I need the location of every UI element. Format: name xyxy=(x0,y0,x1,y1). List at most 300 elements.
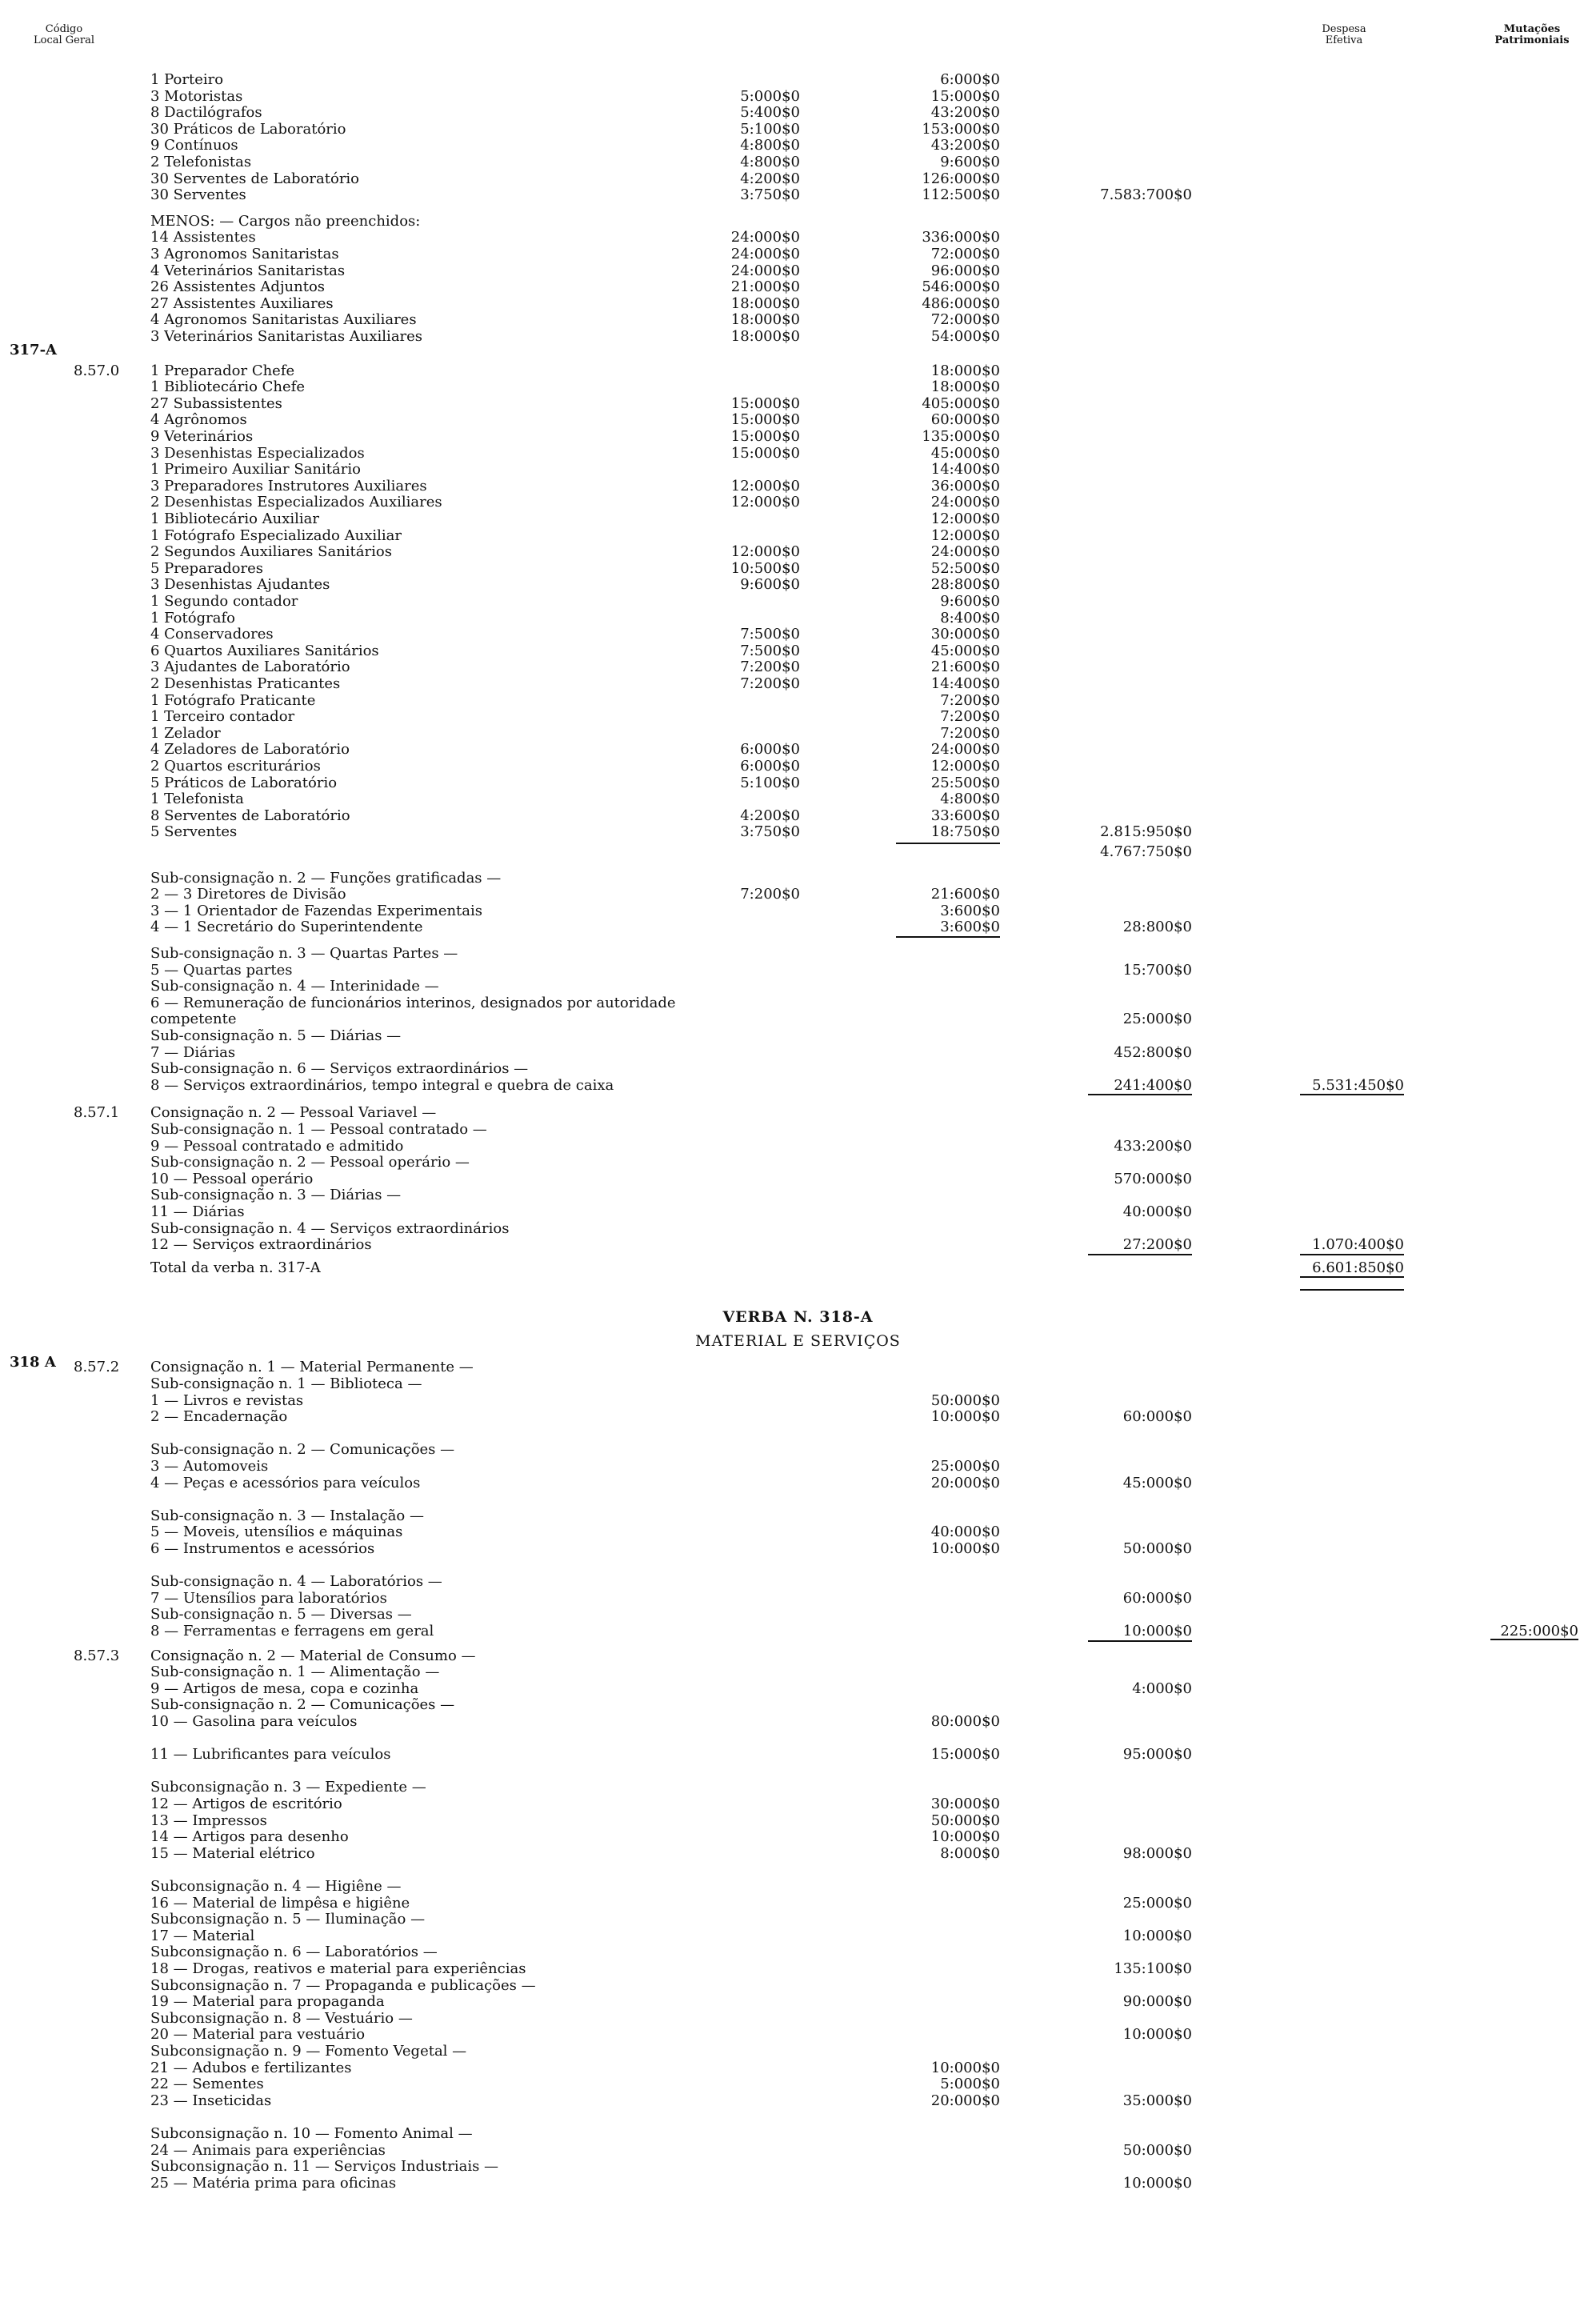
row-label: 1 Segundo contador xyxy=(150,593,298,610)
row-label: 18 — Drogas, reativos e material para experiências xyxy=(150,1960,526,1977)
table-row xyxy=(0,844,1596,860)
partial-value: 6:000$0 xyxy=(940,71,1000,88)
row-label: 9 — Artigos de mesa, copa e cozinha xyxy=(150,1679,419,1697)
table-row xyxy=(0,462,1596,478)
table-row xyxy=(0,1045,1596,1061)
row-label: 1 Porteiro xyxy=(150,71,224,88)
row-label: Subconsignação n. 4 — Higiêne — xyxy=(150,1878,402,1895)
row-label: 5 — Quartas partes xyxy=(150,961,293,979)
table-row xyxy=(0,2093,1596,2109)
table-row xyxy=(0,2126,1596,2142)
partial-value: 12:000$0 xyxy=(930,758,1000,775)
table-row xyxy=(0,791,1596,807)
header-mutacoes xyxy=(1480,24,1584,46)
partial-value: 7:200$0 xyxy=(940,724,1000,742)
row-label: 8 Dactilógrafos xyxy=(150,104,262,122)
partial-value: 7:200$0 xyxy=(940,691,1000,709)
table-row xyxy=(0,979,1596,995)
table-row xyxy=(0,478,1596,494)
row-label: 15 — Material elétrico xyxy=(150,1844,315,1862)
partial-value: 72:000$0 xyxy=(930,246,1000,262)
unit-value: 5:100$0 xyxy=(740,120,800,138)
row-label: 2 — 3 Diretores de Divisão xyxy=(150,886,346,903)
row-label: 30 Práticos de Laboratório xyxy=(150,120,346,138)
partial-value: 14:400$0 xyxy=(930,461,1000,478)
table-row xyxy=(0,2143,1596,2159)
table-row xyxy=(0,154,1596,170)
row-label: 12 — Serviços extraordinários xyxy=(150,1236,372,1254)
partial-value: 45:000$0 xyxy=(930,642,1000,659)
table-row xyxy=(0,919,1596,935)
table-row xyxy=(0,2044,1596,2060)
row-label: 3 — Automoveis xyxy=(150,1458,269,1475)
partial-value: 30:000$0 xyxy=(930,1796,1000,1812)
row-label: 27 Subassistentes xyxy=(150,394,282,412)
row-label: Sub-consignação n. 2 — Funções gratificadas — xyxy=(150,869,502,887)
table-row xyxy=(0,824,1596,840)
row-label: Subconsignação n. 8 — Vestuário — xyxy=(150,2009,413,2027)
unit-value: 15:000$0 xyxy=(730,444,800,462)
table-row xyxy=(0,1731,1596,1747)
row-label: 1 Fotógrafo xyxy=(150,609,235,627)
partial-value: 24:000$0 xyxy=(930,741,1000,759)
unit-value: 12:000$0 xyxy=(730,494,800,511)
table-row xyxy=(0,1714,1596,1730)
partial-value: 50:000$0 xyxy=(930,1391,1000,1409)
unit-value: 21:000$0 xyxy=(730,278,800,296)
table-row xyxy=(0,1459,1596,1475)
row-label: 4 — 1 Secretário do Superintendente xyxy=(150,919,423,936)
table-row xyxy=(0,1105,1596,1121)
table-row xyxy=(0,726,1596,742)
table-row xyxy=(0,214,1596,230)
partial-value: 60:000$0 xyxy=(930,411,1000,429)
table-row xyxy=(0,379,1596,395)
table-row xyxy=(0,1426,1596,1442)
partial-value: 43:200$0 xyxy=(930,104,1000,122)
unit-value: 4:800$0 xyxy=(740,154,800,170)
table-row xyxy=(0,2027,1596,2043)
partial-value: 10:000$0 xyxy=(930,1828,1000,1846)
subtotal-value: 28:800$0 xyxy=(1122,919,1192,936)
table-row xyxy=(0,89,1596,105)
row-label: 4 Conservadores xyxy=(150,626,274,643)
partial-value: 52:500$0 xyxy=(930,559,1000,577)
table-row xyxy=(0,946,1596,962)
row-label: 6 Quartos Auxiliares Sanitários xyxy=(150,642,379,659)
partial-value: 8:400$0 xyxy=(940,609,1000,627)
verba-title: VERBA N. 318-A xyxy=(722,1308,874,1327)
partial-value: 8:000$0 xyxy=(940,1844,1000,1862)
total-rule xyxy=(1088,1094,1192,1095)
unit-value: 5:000$0 xyxy=(740,87,800,105)
table-row xyxy=(0,1524,1596,1540)
table-row xyxy=(0,627,1596,643)
table-row xyxy=(0,871,1596,887)
table-row xyxy=(0,1896,1596,1912)
row-label: 9 Veterinários xyxy=(150,428,254,445)
section-code-row xyxy=(0,342,1596,358)
subtotal-value: 10:000$0 xyxy=(1122,1623,1192,1639)
row-label: Sub-consignação n. 1 — Pessoal contratado — xyxy=(150,1121,487,1138)
row-label: 4 Agrônomos xyxy=(150,411,247,429)
table-row xyxy=(0,995,1596,1011)
table-row xyxy=(0,1204,1596,1220)
table-row xyxy=(0,1376,1596,1392)
unit-value: 9:600$0 xyxy=(740,576,800,594)
row-label: 1 Terceiro contador xyxy=(150,708,295,726)
row-label: 2 Desenhistas Especializados Auxiliares xyxy=(150,494,442,511)
row-label: Subconsignação n. 10 — Fomento Animal — xyxy=(150,2125,473,2142)
partial-value: 33:600$0 xyxy=(930,807,1000,824)
subtotal-value: 4.767:750$0 xyxy=(1100,843,1192,860)
section-code: 8.57.0 xyxy=(74,362,120,379)
subtotal-value: 7.583:700$0 xyxy=(1100,186,1192,204)
table-row xyxy=(0,1813,1596,1829)
row-label: 26 Assistentes Adjuntos xyxy=(150,278,326,296)
unit-value: 12:000$0 xyxy=(730,543,800,561)
header-despesa-line1: Despesa xyxy=(1322,23,1366,35)
table-row xyxy=(0,611,1596,627)
table-row xyxy=(0,643,1596,659)
table-row xyxy=(0,693,1596,709)
partial-value: 28:800$0 xyxy=(930,576,1000,594)
row-label: 3 Agronomos Sanitaristas xyxy=(150,246,339,262)
row-label: Sub-consignação n. 2 — Comunicações — xyxy=(150,1696,455,1714)
table-row xyxy=(0,2159,1596,2175)
subtotal-value: 50:000$0 xyxy=(1122,2141,1192,2159)
row-label: Consignação n. 1 — Material Permanente — xyxy=(150,1359,474,1376)
row-label: 2 Telefonistas xyxy=(150,154,252,170)
row-label: 1 — Livros e revistas xyxy=(150,1391,304,1409)
unit-value: 4:800$0 xyxy=(740,137,800,154)
partial-value: 80:000$0 xyxy=(930,1713,1000,1730)
partial-value: 15:000$0 xyxy=(930,1746,1000,1764)
table-row xyxy=(0,1780,1596,1796)
section-code: 318 A xyxy=(10,1354,56,1371)
subtotal-value: 570:000$0 xyxy=(1114,1170,1192,1187)
row-label: 8 Serventes de Laboratório xyxy=(150,807,350,824)
partial-value: 112:500$0 xyxy=(922,186,1000,204)
table-row xyxy=(0,709,1596,725)
row-label: Subconsignação n. 7 — Propaganda e publicações — xyxy=(150,1976,536,1994)
partial-value: 336:000$0 xyxy=(922,229,1000,246)
table-row xyxy=(0,1928,1596,1944)
unit-value: 7:200$0 xyxy=(740,886,800,903)
table-row xyxy=(0,1591,1596,1607)
partial-value: 18:000$0 xyxy=(930,362,1000,379)
partial-value: 135:000$0 xyxy=(922,428,1000,445)
table-row xyxy=(0,2109,1596,2125)
row-label: 14 — Artigos para desenho xyxy=(150,1828,349,1846)
partial-value: 96:000$0 xyxy=(930,262,1000,279)
table-row xyxy=(0,171,1596,187)
table-row xyxy=(0,412,1596,428)
row-label: 5 Preparadores xyxy=(150,559,263,577)
partial-value: 9:600$0 xyxy=(940,154,1000,170)
row-label: 14 Assistentes xyxy=(150,229,256,246)
row-label: 21 — Adubos e fertilizantes xyxy=(150,2059,352,2076)
unit-value: 18:000$0 xyxy=(730,311,800,329)
row-label: Subconsignação n. 11 — Serviços Industriais — xyxy=(150,2158,499,2176)
unit-value: 7:500$0 xyxy=(740,626,800,643)
table-row xyxy=(0,742,1596,758)
table-row xyxy=(0,1764,1596,1780)
despesa-efetiva-value: 1.070:400$0 xyxy=(1312,1236,1404,1254)
row-label: Sub-consignação n. 4 — Serviços extraordinários xyxy=(150,1219,510,1237)
row-label: Subconsignação n. 5 — Iluminação — xyxy=(150,1911,426,1928)
table-row xyxy=(0,1558,1596,1574)
table-row xyxy=(0,594,1596,610)
unit-value: 7:500$0 xyxy=(740,642,800,659)
row-label: 3 Desenhistas Especializados xyxy=(150,444,365,462)
row-label: 2 Segundos Auxiliares Sanitários xyxy=(150,543,392,561)
partial-value: 43:200$0 xyxy=(930,137,1000,154)
row-label: 10 — Gasolina para veículos xyxy=(150,1713,358,1730)
row-label: 4 — Peças e acessórios para veículos xyxy=(150,1474,421,1491)
row-label: Consignação n. 2 — Pessoal Variavel — xyxy=(150,1104,437,1122)
unit-value: 4:200$0 xyxy=(740,170,800,187)
row-label: Sub-consignação n. 5 — Diversas — xyxy=(150,1606,412,1623)
total-rule xyxy=(1300,1254,1404,1255)
subtotal-value: 27:200$0 xyxy=(1122,1236,1192,1254)
table-row xyxy=(0,1409,1596,1425)
table-row xyxy=(0,808,1596,824)
unit-value: 7:200$0 xyxy=(740,659,800,676)
table-row xyxy=(0,122,1596,138)
subtotal-value: 25:000$0 xyxy=(1122,1894,1192,1912)
partial-value: 15:000$0 xyxy=(930,87,1000,105)
subtotal-value: 135:100$0 xyxy=(1114,1960,1192,1977)
partial-value: 45:000$0 xyxy=(930,444,1000,462)
table-row xyxy=(0,494,1596,510)
row-label: 5 Serventes xyxy=(150,823,238,841)
partial-value: 30:000$0 xyxy=(930,626,1000,643)
partial-value: 7:200$0 xyxy=(940,708,1000,726)
subtotal-value: 60:000$0 xyxy=(1122,1589,1192,1607)
subtotal-value: 10:000$0 xyxy=(1122,2174,1192,2192)
table-row xyxy=(0,1011,1596,1027)
partial-value: 40:000$0 xyxy=(930,1523,1000,1541)
partial-value: 10:000$0 xyxy=(930,1408,1000,1426)
subtotal-value: 40:000$0 xyxy=(1122,1203,1192,1220)
table-row xyxy=(0,187,1596,203)
partial-value: 10:000$0 xyxy=(930,1540,1000,1557)
table-row xyxy=(0,446,1596,462)
row-label: 7 — Diárias xyxy=(150,1043,236,1061)
row-label: 3 Motoristas xyxy=(150,87,243,105)
table-row xyxy=(0,296,1596,312)
table-row xyxy=(0,1664,1596,1680)
unit-value: 7:200$0 xyxy=(740,675,800,692)
table-row xyxy=(0,1994,1596,2010)
unit-value: 15:000$0 xyxy=(730,428,800,445)
unit-value: 24:000$0 xyxy=(730,229,800,246)
partial-value: 54:000$0 xyxy=(930,328,1000,345)
row-label: 1 Telefonista xyxy=(150,791,244,808)
total-rule xyxy=(1088,1640,1192,1642)
partial-value: 5:000$0 xyxy=(940,2076,1000,2093)
table-row xyxy=(0,1944,1596,1960)
unit-value: 24:000$0 xyxy=(730,246,800,262)
table-row xyxy=(0,1747,1596,1763)
table-row xyxy=(0,1508,1596,1524)
table-row xyxy=(0,1574,1596,1590)
partial-value: 50:000$0 xyxy=(930,1812,1000,1829)
partial-value: 126:000$0 xyxy=(922,170,1000,187)
mutacoes-value: 225:000$0 xyxy=(1500,1623,1578,1639)
row-label: 3 Ajudantes de Laboratório xyxy=(150,659,350,676)
despesa-efetiva-value: 5.531:450$0 xyxy=(1312,1076,1404,1094)
subtotal-value: 433:200$0 xyxy=(1114,1137,1192,1155)
row-label: 19 — Material para propaganda xyxy=(150,1993,385,2011)
partial-value: 486:000$0 xyxy=(922,294,1000,312)
partial-value: 72:000$0 xyxy=(930,311,1000,329)
row-label: 2 Quartos escriturários xyxy=(150,758,321,775)
table-row xyxy=(0,1829,1596,1845)
table-row xyxy=(0,105,1596,121)
row-label: Consignação n. 2 — Material de Consumo — xyxy=(150,1647,476,1664)
table-row xyxy=(0,263,1596,279)
row-label: 6 — Instrumentos e acessórios xyxy=(150,1540,375,1557)
table-row xyxy=(0,396,1596,412)
table-row xyxy=(0,230,1596,246)
row-label: 10 — Pessoal operário xyxy=(150,1170,314,1187)
table-row xyxy=(0,511,1596,527)
row-label: 1 Preparador Chefe xyxy=(150,362,295,379)
total-rule xyxy=(1490,1639,1578,1640)
unit-value: 18:000$0 xyxy=(730,328,800,345)
header-codigo xyxy=(16,24,112,46)
table-row xyxy=(0,2176,1596,2192)
row-label: Sub-consignação n. 3 — Quartas Partes — xyxy=(150,945,458,962)
unit-value: 5:400$0 xyxy=(740,104,800,122)
total-rule xyxy=(1300,1276,1404,1278)
table-row xyxy=(0,561,1596,577)
row-label: 30 Serventes de Laboratório xyxy=(150,170,360,187)
table-row xyxy=(0,1393,1596,1409)
row-label: 1 Bibliotecário Chefe xyxy=(150,378,305,396)
row-label: Subconsignação n. 6 — Laboratórios — xyxy=(150,1944,438,1961)
unit-value: 10:500$0 xyxy=(730,559,800,577)
row-label: 23 — Inseticidas xyxy=(150,2092,272,2109)
partial-value: 21:600$0 xyxy=(930,659,1000,676)
table-row xyxy=(0,1028,1596,1044)
unit-value: 4:200$0 xyxy=(740,807,800,824)
unit-value: 3:750$0 xyxy=(740,823,800,841)
subtotal-value: 25:000$0 xyxy=(1122,1011,1192,1028)
row-label: 5 Práticos de Laboratório xyxy=(150,774,338,791)
row-label: 11 — Diárias xyxy=(150,1203,245,1220)
row-label: 8 — Serviços extraordinários, tempo integral e quebra de caixa xyxy=(150,1076,614,1094)
subtotal-value: 452:800$0 xyxy=(1114,1043,1192,1061)
row-label: Subconsignação n. 9 — Fomento Vegetal — xyxy=(150,2043,467,2060)
table-row xyxy=(0,528,1596,544)
partial-value: 9:600$0 xyxy=(940,593,1000,610)
partial-value: 12:000$0 xyxy=(930,510,1000,527)
unit-value: 18:000$0 xyxy=(730,294,800,312)
row-label: 24 — Animais para experiências xyxy=(150,2141,386,2159)
subtotal-value: 35:000$0 xyxy=(1122,2092,1192,2109)
row-label: Sub-consignação n. 6 — Serviços extraordinários — xyxy=(150,1060,529,1078)
row-label: 9 Contínuos xyxy=(150,137,238,154)
row-label: Total da verba n. 317-A xyxy=(150,1259,321,1276)
row-label: 30 Serventes xyxy=(150,186,246,204)
section-code: 317-A xyxy=(10,341,58,358)
partial-value: 18:750$0 xyxy=(930,823,1000,841)
subtotal-value: 50:000$0 xyxy=(1122,1540,1192,1557)
table-row xyxy=(0,2076,1596,2092)
table-row xyxy=(0,1912,1596,1928)
row-label: 1 Fotógrafo Especializado Auxiliar xyxy=(150,526,402,544)
table-row xyxy=(0,1607,1596,1623)
row-label: Sub-consignação n. 4 — Laboratórios — xyxy=(150,1573,442,1591)
unit-value: 15:000$0 xyxy=(730,394,800,412)
row-label: Subconsignação n. 3 — Expediente — xyxy=(150,1779,426,1796)
table-row xyxy=(0,887,1596,903)
table-row xyxy=(0,279,1596,295)
partial-value: 36:000$0 xyxy=(930,477,1000,494)
row-label: 3 Preparadores Instrutores Auxiliares xyxy=(150,477,427,494)
subtotal-value: 2.815:950$0 xyxy=(1100,823,1192,841)
table-row xyxy=(0,759,1596,775)
subtotal-value: 60:000$0 xyxy=(1122,1408,1192,1426)
row-label: 6 — Remuneração de funcionários interinos, designados por autoridade xyxy=(150,994,676,1011)
row-label: MENOS: — Cargos não preenchidos: xyxy=(150,212,421,230)
row-label: 9 — Pessoal contratado e admitido xyxy=(150,1137,404,1155)
table-row xyxy=(0,963,1596,979)
header-mutacoes-line2: Patrimoniais xyxy=(1494,34,1570,46)
partial-value: 14:400$0 xyxy=(930,675,1000,692)
row-label: 4 Zeladores de Laboratório xyxy=(150,741,350,759)
unit-value: 12:000$0 xyxy=(730,477,800,494)
table-row xyxy=(0,2011,1596,2027)
partial-value: 12:000$0 xyxy=(930,526,1000,544)
table-row xyxy=(0,246,1596,262)
table-row xyxy=(0,1155,1596,1171)
unit-value: 3:750$0 xyxy=(740,186,800,204)
table-row xyxy=(0,1541,1596,1557)
row-label: 1 Bibliotecário Auxiliar xyxy=(150,510,319,527)
row-label: 2 Desenhistas Praticantes xyxy=(150,675,341,692)
header-despesa xyxy=(1296,24,1392,46)
partial-value: 3:600$0 xyxy=(940,919,1000,936)
subtotal-value: 90:000$0 xyxy=(1122,1993,1192,2011)
table-row xyxy=(0,363,1596,379)
section-code: 8.57.1 xyxy=(74,1104,120,1122)
subtotal-value: 10:000$0 xyxy=(1122,2026,1192,2044)
unit-value: 6:000$0 xyxy=(740,758,800,775)
partial-value: 3:600$0 xyxy=(940,902,1000,919)
table-row xyxy=(0,1491,1596,1507)
table-row xyxy=(0,1475,1596,1491)
partial-value: 20:000$0 xyxy=(930,1474,1000,1491)
partial-value: 546:000$0 xyxy=(922,278,1000,296)
row-label: Sub-consignação n. 3 — Instalação — xyxy=(150,1507,424,1524)
subtotal-value: 10:000$0 xyxy=(1122,1927,1192,1944)
unit-value: 24:000$0 xyxy=(730,262,800,279)
row-label: competente xyxy=(150,1011,237,1028)
row-label: 16 — Material de limpêsa e higiêne xyxy=(150,1894,410,1912)
row-label: 3 Desenhistas Ajudantes xyxy=(150,576,330,594)
table-row xyxy=(0,903,1596,919)
partial-value: 153:000$0 xyxy=(922,120,1000,138)
table-row xyxy=(0,1078,1596,1094)
row-label: 17 — Material xyxy=(150,1927,255,1944)
header-codigo-line1: Código xyxy=(45,23,83,35)
header-codigo-line2: Local Geral xyxy=(34,34,94,46)
subtotal-value: 95:000$0 xyxy=(1122,1746,1192,1764)
